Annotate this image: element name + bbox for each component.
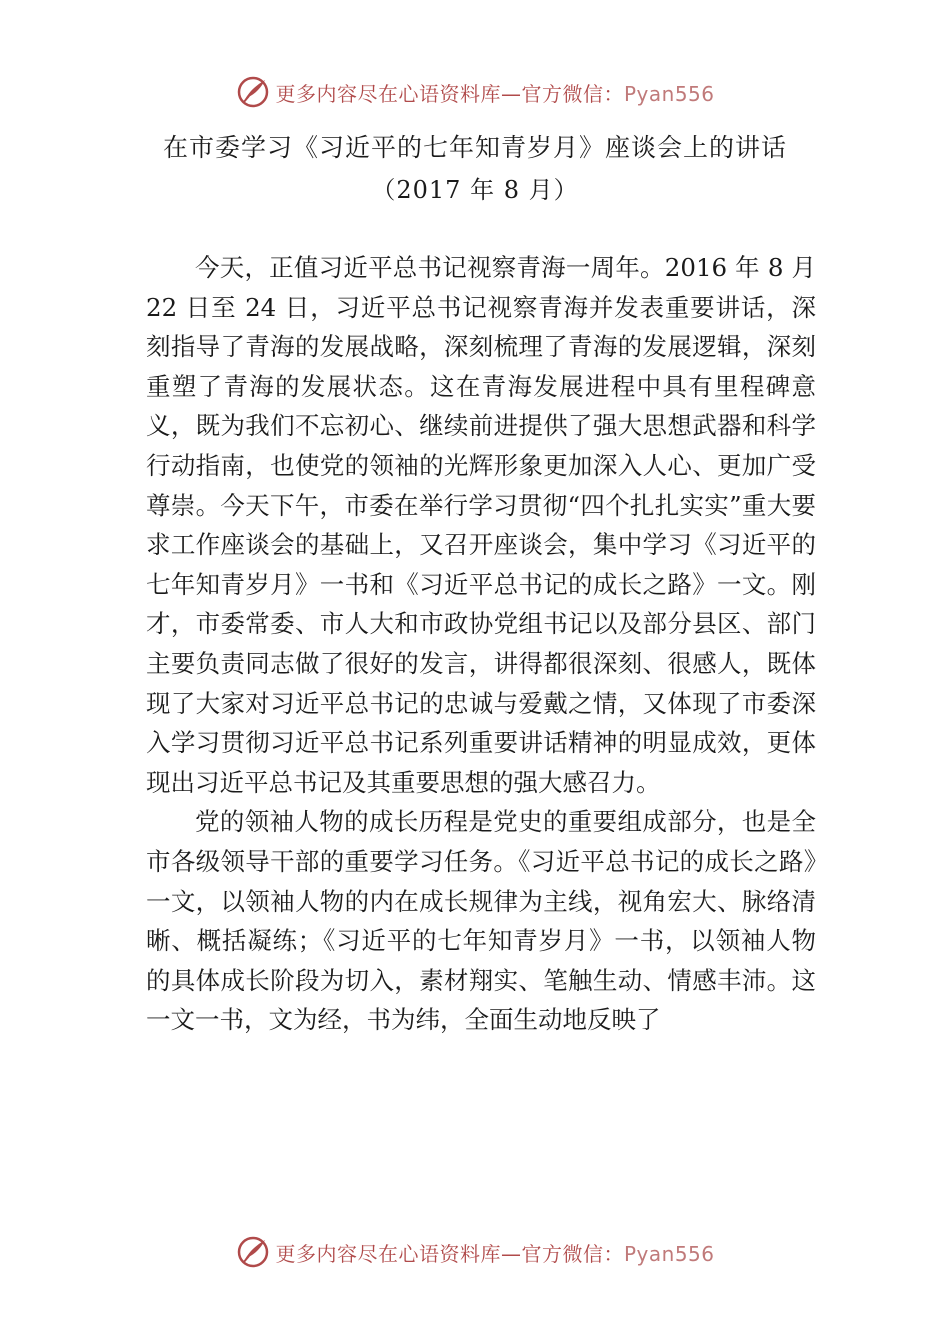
document-title: 在市委学习《习近平的七年知青岁月》座谈会上的讲话 [162, 133, 787, 162]
quill-logo-icon [235, 1234, 271, 1270]
banner-text: 更多内容尽在心语资料库—官方微信：Pyan556 [275, 81, 715, 106]
paragraph: 今天，正值习近平总书记视察青海一周年。2016 年 8 月 22 日至 24 日，习近平总书记视察青海并发表重要讲话，深刻指导了青海的发展战略，深刻梳理了青海的发展逻辑，深刻重塑了青海的发展状态。这在青海发展进程中具有里程碑意义，既为我们不忘初心、继续前进提供了强大思想武器和科学行动指南，也使党的领袖的光辉形象更加深入人心、更加广受尊崇。今天下午，市委在举行学习贯彻“四个扎扎实实”重大要求工作座谈会的基础上，又召开座谈会，集中学习《习近平的七年知青岁月》一书和《习近平总书记的成长之路》一文。刚才，市委常委、市人大和市政协党组书记以及部分县区、部门主要负责同志做了很好的发言，讲得都很深刻、很感人，既体现了大家对习近平总书记的忠诚与爱戴之情，又体现了市委深入学习贯彻习近平总书记系列重要讲话精神的明显成效，更体现出习近平总书记及其重要思想的强大感召力。 [146, 253, 816, 797]
document-date: （2017 年 8 月） [371, 176, 579, 204]
footer-banner [0, 1232, 950, 1272]
document-body [146, 248, 816, 1040]
quill-logo-icon [235, 74, 271, 110]
banner-text: 更多内容尽在心语资料库—官方微信：Pyan556 [275, 1241, 715, 1266]
paragraph: 党的领袖人物的成长历程是党史的重要组成部分，也是全市各级领导干部的重要学习任务。《习近平总书记的成长之路》一文，以领袖人物的内在成长规律为主线，视角宏大、脉络清晰、概括凝练；《习近平的七年知青岁月》一书，以领袖人物的具体成长阶段为切入，素材翔实、笔触生动、情感丰沛。这一文一书，文为经，书为纬，全面生动地反映了 [146, 807, 816, 1035]
header-banner [0, 72, 950, 112]
wechat-id: Pyan556 [623, 81, 715, 106]
wechat-id: Pyan556 [623, 1241, 715, 1266]
